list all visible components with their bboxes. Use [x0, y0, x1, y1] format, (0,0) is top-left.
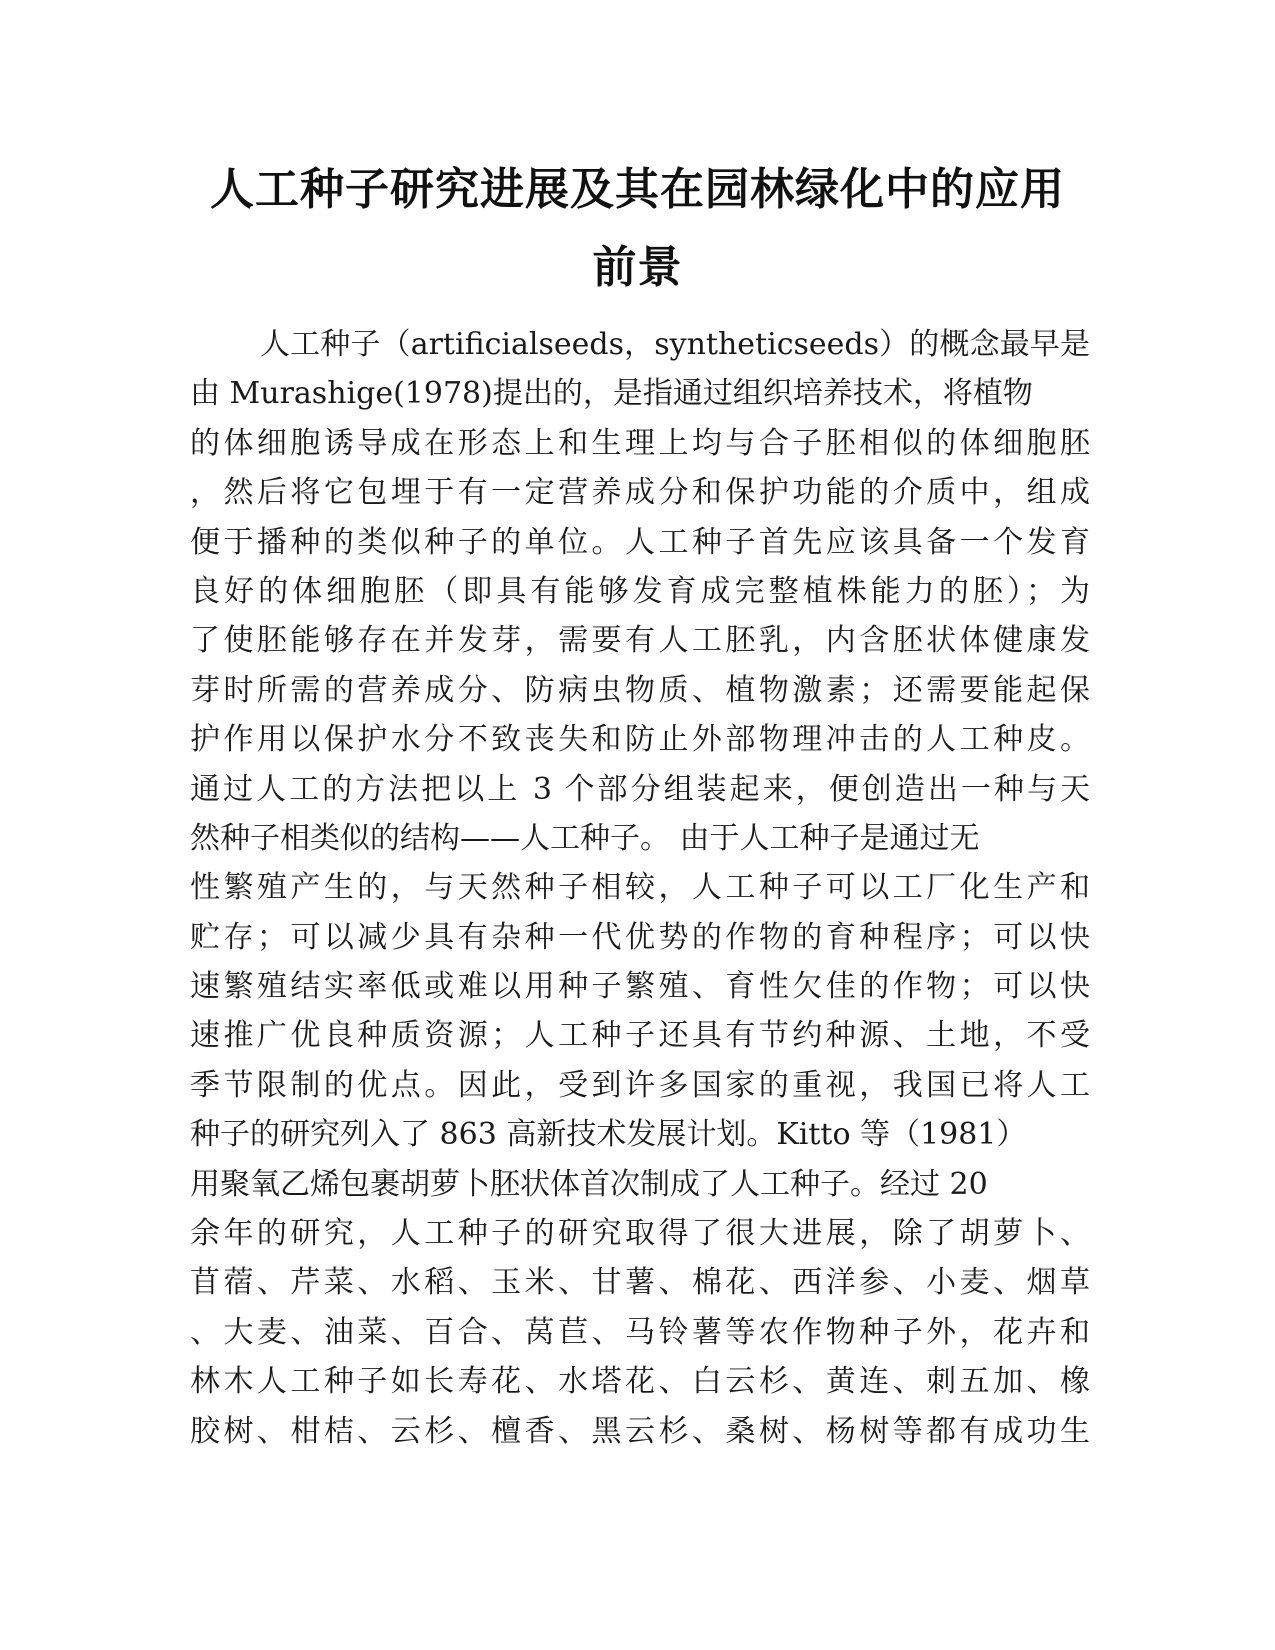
body-line: 速繁殖结实率低或难以用种子繁殖、育性欠佳的作物；可以快: [190, 969, 1090, 1005]
body-line: 余年的研究，人工种子的研究取得了很大进展，除了胡萝卜、: [190, 1216, 1090, 1252]
body-line: 贮存；可以减少具有杂种一代优势的作物的育种程序；可以快: [190, 919, 1090, 955]
body-line: 性繁殖产生的，与天然种子相较，人工种子可以工厂化生产和: [190, 870, 1090, 906]
body-line: 的体细胞诱导成在形态上和生理上均与合子胚相似的体细胞胚: [190, 425, 1090, 461]
body-line: 了使胚能够存在并发芽，需要有人工胚乳，内含胚状体健康发: [190, 623, 1090, 659]
body-line: 种子的研究列入了 863 高新技术发展计划。Kitto 等（1981）: [190, 1117, 1027, 1153]
body-line: 季节限制的优点。因此，受到许多国家的重视，我国已将人工: [190, 1067, 1090, 1103]
body-line: 苜蓿、芹菜、水稻、玉米、甘薯、棉花、西洋参、小麦、烟草: [190, 1265, 1090, 1301]
body-paragraph: [190, 320, 1090, 1456]
body-line: 护作用以保护水分不致丧失和防止外部物理冲击的人工种皮。: [190, 722, 1090, 758]
body-line: 良好的体细胞胚（即具有能够发育成完整植株能力的胚）；为: [190, 573, 1090, 609]
body-line: 由 Murashige(1978)提出的，是指通过组织培养技术，将植物: [190, 376, 1033, 412]
body-line: ，然后将它包埋于有一定营养成分和保护功能的介质中，组成: [190, 475, 1090, 511]
body-line: 芽时所需的营养成分、防病虫物质、植物激素；还需要能起保: [190, 672, 1090, 708]
body-line: 人工种子（artificialseeds，syntheticseeds）的概念最早是: [260, 327, 1090, 362]
body-line: 速推广优良种质资源；人工种子还具有节约种源、土地，不受: [190, 1018, 1090, 1054]
body-line: 、大麦、油菜、百合、莴苣、马铃薯等农作物种子外，花卉和: [190, 1314, 1090, 1350]
body-line: 然种子相类似的结构——人工种子。 由于人工种子是通过无: [190, 820, 980, 856]
body-line: 通过人工的方法把以上 3 个部分组装起来，便创造出一种与天: [190, 771, 1090, 807]
body-line: 胶树、柑桔、云杉、檀香、黑云杉、桑树、杨树等都有成功生: [190, 1413, 1090, 1449]
document-title-line-1: 人工种子研究进展及其在园林绿化中的应用: [210, 164, 1065, 215]
body-line: 林木人工种子如长寿花、水塔花、白云杉、黄连、刺五加、橡: [190, 1364, 1090, 1400]
body-line: 便于播种的类似种子的单位。人工种子首先应该具备一个发育: [190, 524, 1090, 560]
body-line: 用聚氧乙烯包裹胡萝卜胚状体首次制成了人工种子。经过 20: [190, 1166, 988, 1202]
document-title-line-2: 前景: [592, 242, 683, 293]
